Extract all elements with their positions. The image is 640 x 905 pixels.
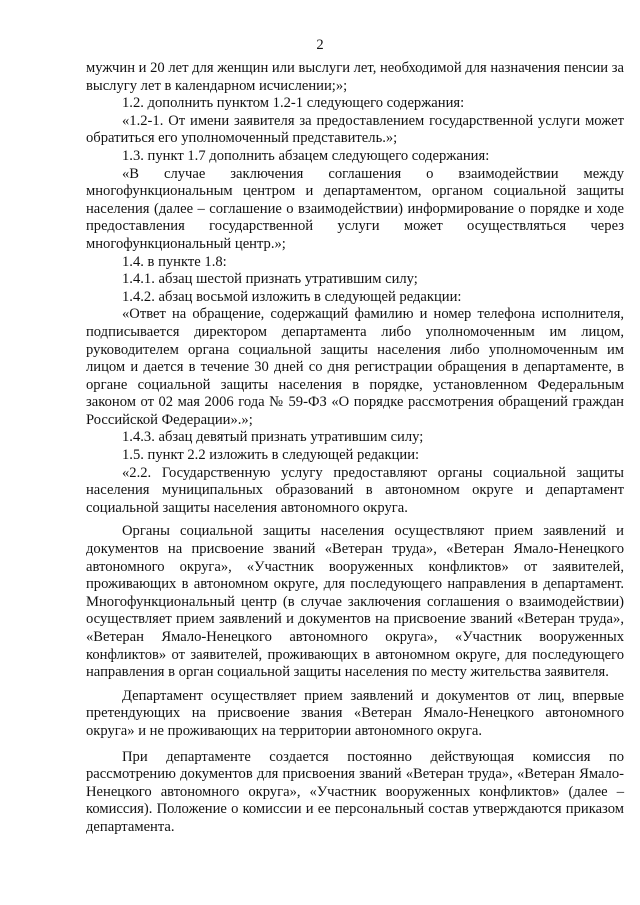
paragraph-item-1-4-1: 1.4.1. абзац шестой признать утратившим силу; (122, 271, 418, 288)
paragraph-item-1-2: 1.2. дополнить пунктом 1.2-1 следующего содержания: (122, 95, 465, 112)
page-number: 2 (316, 37, 324, 53)
document-body (86, 60, 624, 837)
paragraph-item-1-3: 1.3. пункт 1.7 дополнить абзацем следующего содержания: (122, 147, 490, 164)
paragraph-item-1-4-2-text: «Ответ на обращение, содержащий фамилию и номер телефона исполнителя, подписывается директором департамента либо уполномоченным им лицом, руководителем органа социальной защиты населения либо уполномоченным им лицом и дается в течение 30 дней со дня регистрации обращения в департаменте, в органе социальной защиты населения в порядке, установленном Федеральным законом от 02 мая 2006 года № 59-ФЗ «О порядке рассмотрения обращений граждан Российской Федерации».»; (86, 306, 624, 428)
paragraph-item-2-2-text: «2.2. Государственную услугу предоставляют органы социальной защиты населения муниципальных образований в автономном округе и департамент социальной защиты населения автономного округа. (86, 464, 624, 516)
paragraph-item-1-4: 1.4. в пункте 1.8: (122, 253, 227, 270)
paragraph-item-1-2-1-text: «1.2-1. От имени заявителя за предоставлением государственной услуги может обратиться его уполномоченный представитель.»; (86, 112, 624, 147)
paragraph-department-receives: Департамент осуществляет прием заявлений и документов от лиц, впервые претендующих на присвоение звания «Ветеран Ямало-Ненецкого автономного округа» и не проживающих на территории автономного округа. (86, 687, 624, 739)
paragraph-item-1-4-2: 1.4.2. абзац восьмой изложить в следующей редакции: (122, 288, 462, 305)
paragraph-item-1-3-text: «В случае заключения соглашения о взаимодействии между многофункциональным центром и департаментом, органом социальной защиты населения (далее – соглашение о взаимодействии) информирование о порядке и ходе предоставления государственной услуги может осуществляться через многофункциональный центр.»; (86, 165, 624, 252)
paragraph-item-1-5: 1.5. пункт 2.2 изложить в следующей редакции: (122, 447, 420, 464)
paragraph-pension-continuation: мужчин и 20 лет для женщин или выслуги лет, необходимой для назначения пенсии за выслугу лет в календарном исчислении;»; (86, 60, 624, 94)
paragraph-item-1-4-3: 1.4.3. абзац девятый признать утратившим силу; (122, 429, 424, 446)
paragraph-social-protection-bodies: Органы социальной защиты населения осуществляют прием заявлений и документов на присвоение званий «Ветеран труда», «Ветеран Ямало-Ненецкого автономного округа», «Участник вооруженных конфликтов» от заявителей, проживающих в автономном округе, для последующего направления в департамент. Многофункциональный центр (в случае заключения соглашения о взаимодействии) осуществляет прием заявлений и документов на присвоение званий «Ветеран труда», «Ветеран Ямало-Ненецкого автономного округа», «Участник вооруженных конфликтов» от заявителей, проживающих в автономном округе, для последующего направления в орган социальной защиты населения по месту жительства заявителя. (86, 523, 624, 681)
paragraph-commission: При департаменте создается постоянно действующая комиссия по рассмотрению документов для присвоения званий «Ветеран труда», «Ветеран Ямало-Ненецкого автономного округа», «Участник вооруженных конфликтов» (далее – комиссия). Положение о комиссии и ее персональный состав утверждаются приказом департамента. (86, 748, 624, 835)
